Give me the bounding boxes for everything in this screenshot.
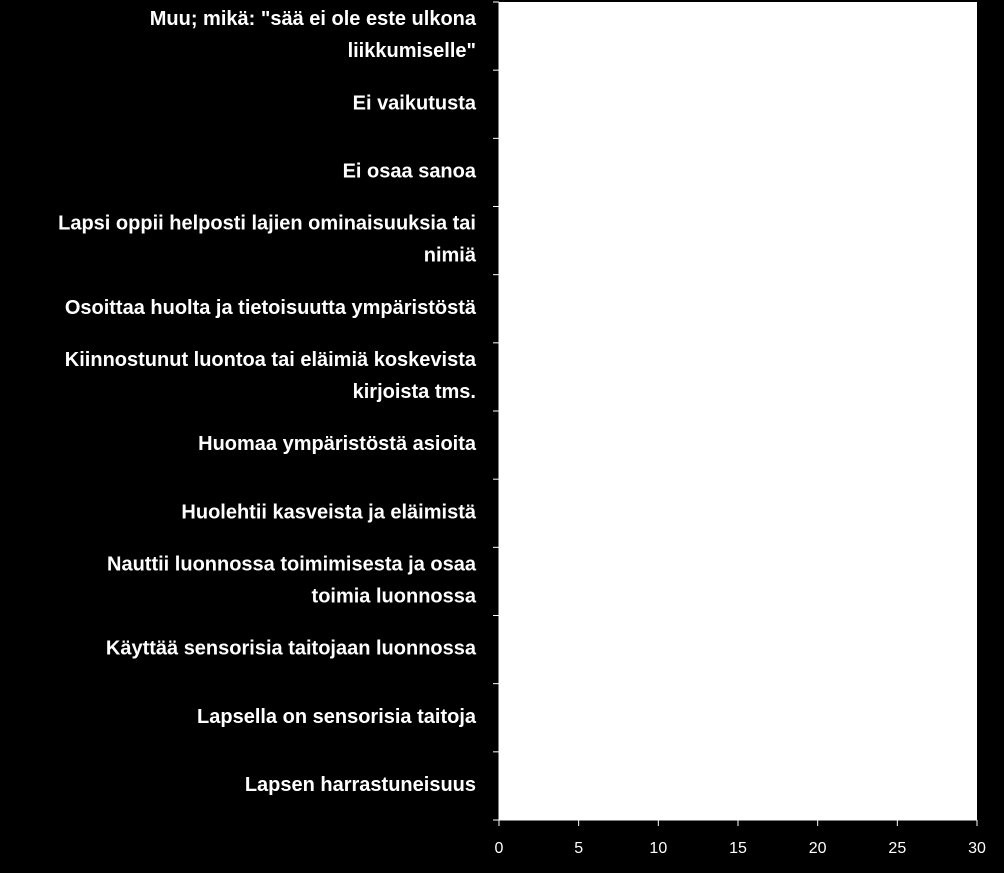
x-tick-label: 0 [494,840,504,857]
category-label: Ei osaa sanoa [342,160,476,183]
x-tick-label: 20 [808,840,827,857]
category-label: Lapsen harrastuneisuus [244,774,476,797]
category-label: Nauttii luonnossa toimimisesta ja osaa toimia luonnossa [107,553,476,608]
x-tick-label: 10 [649,840,668,857]
category-label: Osoittaa huolta ja tietoisuutta ympäristöstä [64,297,476,320]
x-tick-label: 25 [888,840,907,857]
x-tick-label: 5 [574,840,584,857]
category-label: Huomaa ympäristöstä asioita [198,433,476,456]
category-label: Muu; mikä: "sää ei ole este ulkona liikkumiselle" [149,8,476,63]
plot-area [499,2,977,820]
category-label: Kiinnostunut luontoa tai eläimiä koskevista kirjoista tms. [64,349,476,404]
category-label: Lapsi oppii helposti lajien ominaisuuksia tai nimiä [58,212,476,267]
category-label: Ei vaikutusta [352,92,476,115]
category-label: Lapsella on sensorisia taitoja [197,706,476,729]
category-label: Huolehtii kasveista ja eläimistä [181,501,476,524]
x-tick-label: 30 [968,840,986,857]
category-label: Käyttää sensorisia taitojaan luonnossa [105,637,476,660]
x-tick-label: 15 [729,840,747,857]
